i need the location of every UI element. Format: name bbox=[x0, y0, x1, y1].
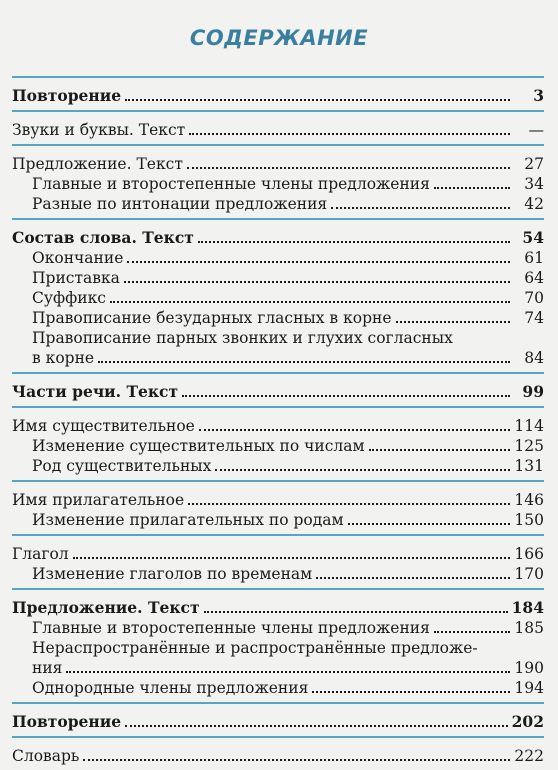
toc-entry-title: Предложение. Текст bbox=[12, 598, 200, 617]
toc-entry-title: Главные и второстепенные члены предложения bbox=[32, 175, 430, 193]
dot-leader bbox=[434, 187, 510, 189]
toc-section bbox=[12, 736, 544, 770]
toc-page-number: 185 bbox=[514, 619, 544, 637]
toc-entry[interactable] bbox=[12, 228, 544, 248]
toc-entry-title: Имя существительное bbox=[12, 417, 195, 435]
toc-entry-title: Окончание bbox=[32, 249, 124, 267]
toc-entry-title: Правописание безударных гласных в корне bbox=[32, 309, 392, 327]
toc-entry[interactable] bbox=[12, 618, 544, 638]
toc-page-number: 184 bbox=[511, 598, 544, 617]
toc-section bbox=[12, 372, 544, 406]
toc-entry-title: Суффикс bbox=[32, 289, 106, 307]
toc-page-number: 74 bbox=[524, 309, 544, 327]
dot-leader bbox=[182, 395, 510, 397]
dot-leader bbox=[312, 691, 510, 693]
toc-entry[interactable] bbox=[12, 544, 544, 564]
toc-entry[interactable] bbox=[12, 712, 544, 732]
toc-entry-title: Приставка bbox=[32, 269, 120, 287]
dot-leader bbox=[331, 207, 510, 209]
toc-section bbox=[12, 534, 544, 588]
toc-page-number: 99 bbox=[522, 382, 544, 401]
dot-leader bbox=[316, 577, 510, 579]
dot-leader bbox=[73, 557, 510, 559]
toc-section bbox=[12, 218, 544, 372]
toc-page-number: 166 bbox=[514, 545, 544, 563]
toc-entry-continuation: ния bbox=[32, 659, 63, 677]
dot-leader bbox=[187, 167, 510, 169]
toc-entry-title: Части речи. Текст bbox=[12, 382, 179, 401]
dot-leader bbox=[66, 671, 510, 673]
dot-leader bbox=[198, 241, 510, 243]
toc-entry[interactable] bbox=[12, 658, 544, 678]
toc-section bbox=[12, 406, 544, 480]
toc-page-number: 54 bbox=[522, 228, 544, 247]
toc-entry[interactable] bbox=[12, 288, 544, 308]
toc-section bbox=[12, 480, 544, 534]
toc-entry-title: Нераспространённые и распространённые предложе- bbox=[32, 639, 478, 657]
toc-page-number: 84 bbox=[524, 349, 544, 367]
toc-page-number: 34 bbox=[524, 175, 544, 193]
toc-entry-title: Глагол bbox=[12, 545, 69, 563]
toc-entry-title: Род существительных bbox=[32, 457, 212, 475]
toc-page-number: 27 bbox=[524, 155, 544, 173]
toc-page-number: 61 bbox=[524, 249, 544, 267]
toc-page-number: 170 bbox=[514, 565, 544, 583]
dot-leader bbox=[110, 301, 510, 303]
toc-entry-title: Предложение. Текст bbox=[12, 155, 183, 173]
toc-entry-title: Изменение прилагательных по родам bbox=[32, 511, 344, 529]
toc-entry[interactable] bbox=[12, 678, 544, 698]
table-of-contents bbox=[12, 76, 544, 770]
toc-entry-title: Правописание парных звонких и глухих согласных bbox=[32, 329, 453, 347]
dot-leader bbox=[396, 321, 510, 323]
toc-page-number: 190 bbox=[514, 659, 544, 677]
toc-entry[interactable] bbox=[12, 746, 544, 766]
toc-entry-title: Повторение bbox=[12, 86, 122, 105]
toc-entry-title: Имя прилагательное bbox=[12, 491, 185, 509]
toc-entry-title: Однородные члены предложения bbox=[32, 679, 309, 697]
toc-entry[interactable] bbox=[12, 86, 544, 106]
dot-leader bbox=[83, 759, 510, 761]
toc-entry-title: Изменение существительных по числам bbox=[32, 437, 365, 455]
dot-leader bbox=[189, 133, 510, 135]
toc-section bbox=[12, 110, 544, 144]
toc-entry-first-line bbox=[12, 638, 544, 658]
toc-section bbox=[12, 144, 544, 218]
toc-entry[interactable] bbox=[12, 348, 544, 368]
dot-leader bbox=[125, 725, 508, 727]
toc-entry[interactable] bbox=[12, 598, 544, 618]
dot-leader bbox=[127, 261, 510, 263]
toc-entry-continuation: в корне bbox=[32, 349, 95, 367]
toc-entry-title: Звуки и буквы. Текст bbox=[12, 121, 186, 139]
toc-entry[interactable] bbox=[12, 564, 544, 584]
toc-entry[interactable] bbox=[12, 154, 544, 174]
toc-entry[interactable] bbox=[12, 436, 544, 456]
toc-page-number: 125 bbox=[514, 437, 544, 455]
toc-section bbox=[12, 76, 544, 110]
dot-leader bbox=[348, 523, 510, 525]
dot-leader bbox=[434, 631, 510, 633]
toc-entry-title: Разные по интонации предложения bbox=[32, 195, 328, 213]
toc-entry-title: Повторение bbox=[12, 712, 122, 731]
toc-section bbox=[12, 702, 544, 736]
toc-entry[interactable] bbox=[12, 456, 544, 476]
toc-entry[interactable] bbox=[12, 490, 544, 510]
dot-leader bbox=[215, 469, 510, 471]
toc-page-number: 42 bbox=[524, 195, 544, 213]
toc-page-number: 202 bbox=[511, 712, 544, 731]
toc-entry[interactable] bbox=[12, 248, 544, 268]
dot-leader bbox=[199, 429, 510, 431]
page-title: СОДЕРЖАНИЕ bbox=[189, 26, 369, 50]
dot-leader bbox=[369, 449, 510, 451]
toc-entry[interactable] bbox=[12, 382, 544, 402]
toc-page-number: 146 bbox=[514, 491, 544, 509]
toc-page-number: 194 bbox=[514, 679, 544, 697]
toc-page-number: 70 bbox=[524, 289, 544, 307]
toc-page-number: 150 bbox=[514, 511, 544, 529]
toc-page-number: 131 bbox=[514, 457, 544, 475]
toc-entry-title: Состав слова. Текст bbox=[12, 228, 194, 247]
toc-entry[interactable] bbox=[12, 308, 544, 328]
toc-entry-first-line bbox=[12, 328, 544, 348]
toc-entry[interactable] bbox=[12, 174, 544, 194]
toc-page-number: — bbox=[528, 121, 544, 139]
toc-entry-title: Изменение глаголов по временам bbox=[32, 565, 313, 583]
toc-page-number: 222 bbox=[514, 747, 544, 765]
toc-entry[interactable] bbox=[12, 510, 544, 530]
toc-page-number: 114 bbox=[514, 417, 544, 435]
toc-entry-title: Словарь bbox=[12, 747, 80, 765]
toc-entry-title: Главные и второстепенные члены предложения bbox=[32, 619, 430, 637]
dot-leader bbox=[188, 503, 510, 505]
toc-section bbox=[12, 588, 544, 702]
toc-page-number: 3 bbox=[533, 86, 544, 105]
dot-leader bbox=[125, 99, 510, 101]
dot-leader bbox=[98, 361, 510, 363]
dot-leader bbox=[124, 281, 510, 283]
toc-entry[interactable] bbox=[12, 194, 544, 214]
toc-entry[interactable] bbox=[12, 268, 544, 288]
toc-entry[interactable] bbox=[12, 416, 544, 436]
toc-page-number: 64 bbox=[524, 269, 544, 287]
dot-leader bbox=[204, 611, 508, 613]
toc-entry[interactable] bbox=[12, 120, 544, 140]
